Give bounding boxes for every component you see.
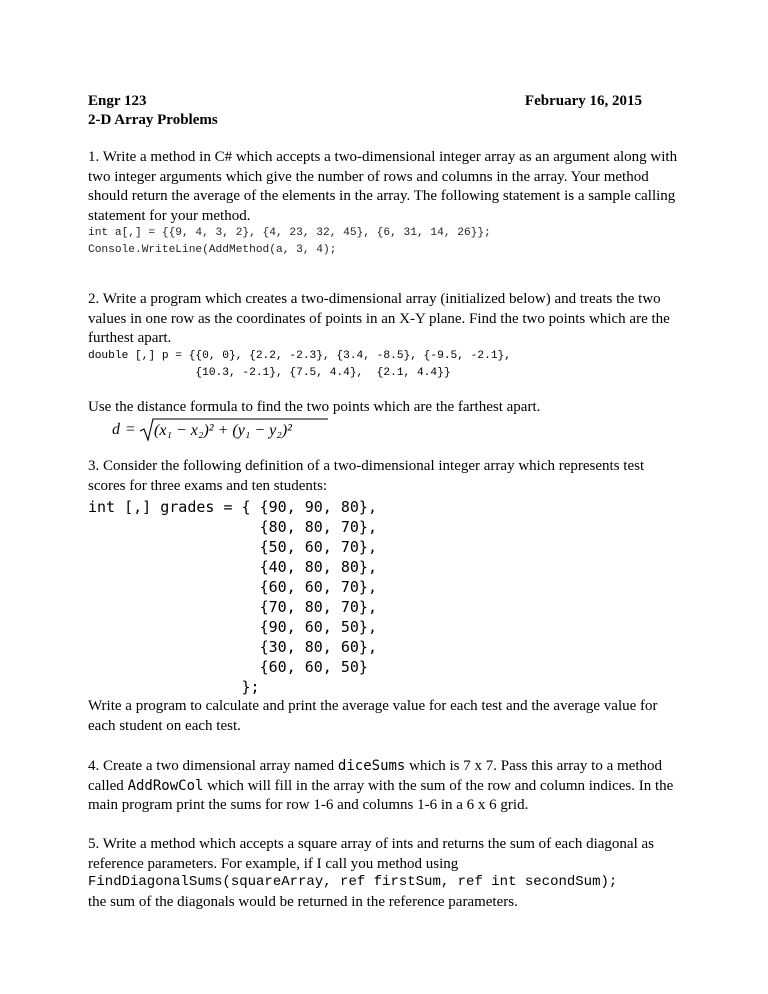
dice-sums-name: diceSums (337, 758, 406, 774)
problem-5-tail: the sum of the diagonals would be returned in the reference parameters. (88, 894, 518, 910)
problem-3-instruction: Write a program to calculate and print the average value for each test and the average value for each student on each test. (88, 698, 658, 734)
add-row-col-name: AddRowCol (127, 777, 204, 794)
problem-5-text: 5. Write a method which accepts a square array of ints and returns the sum of each diagonal as reference parameters. For example, if I call you method using (88, 836, 655, 872)
grades-code-line: {40, 80, 80}, (88, 558, 377, 576)
grades-code-line: int [,] grades = { {90, 90, 80}, (88, 498, 377, 516)
document-subtitle: 2-D Array Problems (88, 112, 218, 128)
grades-code-line: }; (88, 678, 260, 696)
problem-1-text: 1. Write a method in C# which accepts a two-dimensional integer array as an argument along with two integer arguments which give the number of rows and columns in the array. Your method should return the average of the elements in the array. The following statement is a sample calling statement for your method. (88, 149, 678, 224)
problem-3-text: 3. Consider the following definition of a two-dimensional integer array which represents test scores for three exams and ten students: (88, 458, 645, 494)
problem-5-code: FindDiagonalSums(squareArray, ref firstSum, ref int secondSum); (88, 874, 618, 890)
problem-2-code (88, 348, 511, 382)
grades-code-line: {50, 60, 70}, (88, 538, 377, 556)
problem-1-code-line-1: int a[,] = {{9, 4, 3, 2}, {4, 23, 32, 45}, {6, 31, 14, 26}}; (88, 227, 491, 239)
formula-lhs: d (112, 421, 120, 438)
grades-code-line: {70, 80, 70}, (88, 598, 377, 616)
problem-2-code-line-1: double [,] p = {{0, 0}, {2.2, -2.3}, {3.4, -8.5}, {-9.5, -2.1}, (88, 350, 511, 362)
course-title: Engr 123 (88, 93, 147, 109)
problem-1-code-line-2: Console.WriteLine(AddMethod(a, 3, 4); (88, 244, 337, 256)
formula-equals: = (126, 421, 136, 438)
problem-2-text: 2. Write a program which creates a two-dimensional array (initialized below) and treats the two values in one row as the coordinates of points in an X-Y plane. Find the two points which are the furthest apart. (88, 291, 670, 346)
formula-radicand: (x₁ − x₂)² + (y₁ − y₂)² (154, 422, 292, 439)
grades-code-line: {90, 60, 50}, (88, 618, 377, 636)
document-date: February 16, 2015 (524, 93, 642, 109)
problem-1-code (88, 225, 491, 259)
grades-code-line: {60, 60, 70}, (88, 578, 377, 596)
problem-4-part-2: which is 7 x 7. Pass this array to a method called (88, 758, 662, 794)
problem-4-part-3: which will fill in the array with the sum of the row and column indices. In the main program print the sums for row 1-6 and columns 1-6 in a 6 x 6 grid. (88, 777, 674, 813)
grades-code-line: {30, 80, 60}, (88, 638, 377, 656)
header (88, 92, 680, 130)
grades-code-block (88, 497, 377, 697)
distance-formula-text: Use the distance formula to find the two points which are the farthest apart. (88, 399, 541, 415)
grades-code-line: {60, 60, 50} (88, 658, 368, 676)
problem-4-part-1: 4. Create a two dimensional array named (88, 758, 338, 774)
problem-4-text (88, 757, 678, 816)
problem-2-code-line-2: {10.3, -2.1}, {7.5, 4.4}, {2.1, 4.4}} (88, 367, 451, 379)
grades-code-line: {80, 80, 70}, (88, 518, 377, 536)
